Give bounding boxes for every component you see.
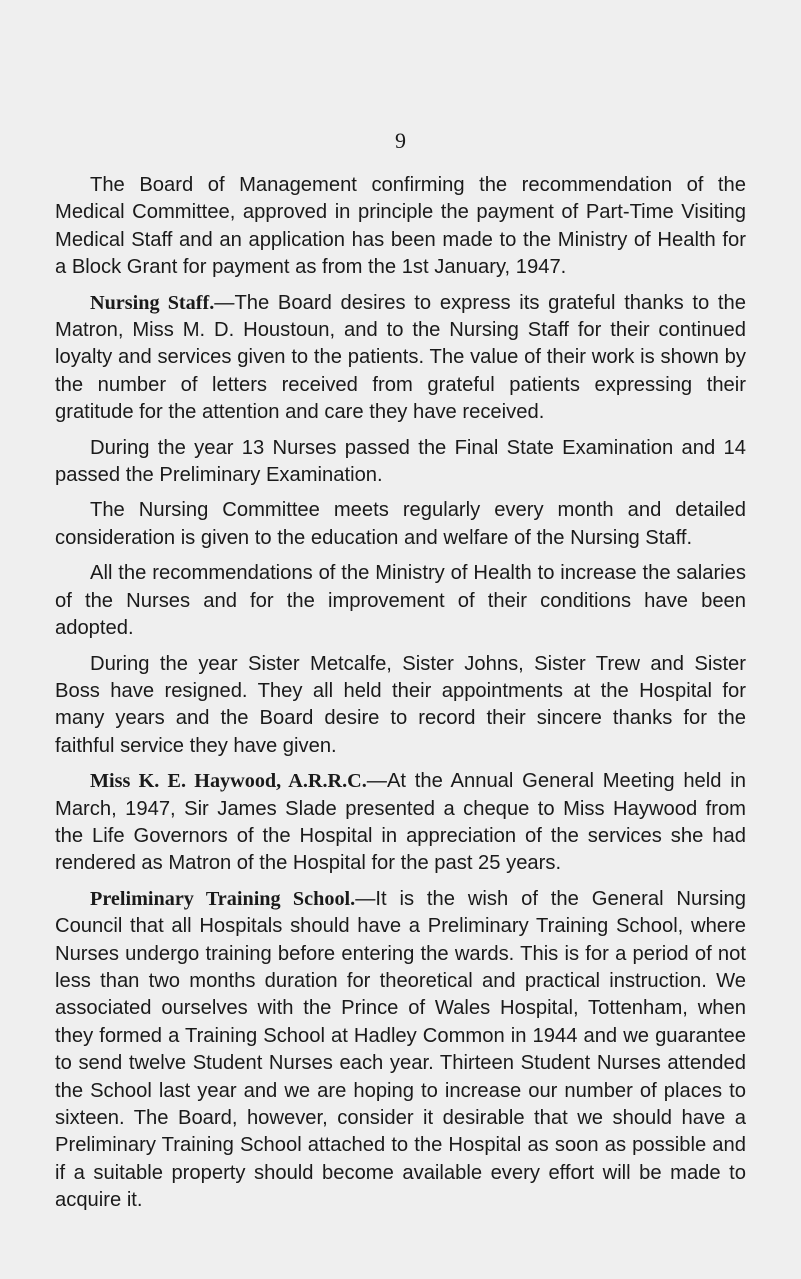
paragraph-examinations (55, 435, 746, 490)
paragraph-block-grant (55, 172, 746, 282)
paragraph-text: During the year 13 Nurses passed the Final State Examination and 14 passed the Preliminary Examination. (55, 436, 746, 487)
paragraph-resignations (55, 651, 746, 761)
document-body (55, 172, 746, 1223)
paragraph-text: —The Board desires to express its grateful thanks to the Matron, Miss M. D. Houstoun, and to the Nursing Staff for their continued loyalty and services given to the patients. The value of their work is shown by the number of letters received from grateful patients expressing their gratitude for the attention and care they have received. (55, 291, 746, 424)
paragraph-text: All the recommendations of the Ministry of Health to increase the salaries of the Nurses and for the improvement of their conditions have been adopted. (55, 562, 746, 640)
paragraph-recommendations (55, 560, 746, 642)
paragraph-nursing-committee (55, 497, 746, 552)
section-heading-miss-haywood: Miss K. E. Haywood, A.R.R.C. (90, 770, 367, 793)
section-heading-nursing-staff: Nursing Staff. (90, 291, 215, 314)
paragraph-miss-haywood (55, 768, 746, 878)
paragraph-text: During the year Sister Metcalfe, Sister Johns, Sister Trew and Sister Boss have resigned. They all held their appointments at the Hospital for many years and the Board desire to record their sincere thanks for the faithful service they have given. (55, 652, 746, 757)
paragraph-training-school (55, 886, 746, 1215)
paragraph-text: —It is the wish of the General Nursing Council that all Hospitals should have a Preliminary Training School, where Nurses undergo training before entering the wards. This is for a period of not less than two months duration for theoretical and practical instruction. We associated ourselves with the Prince of Wales Hospital, Tottenham, when they formed a Training School at Hadley Common in 1944 and we guarantee to send twelve Student Nurses each year. Thirteen Student Nurses attended the School last year and we are hoping to increase our number of places to sixteen. The Board, however, consider it desirable that we should have a Preliminary Training School attached to the Hospital as soon as possible and if a suitable property should become available every effort will be made to acquire it. (55, 887, 746, 1212)
section-heading-training-school: Preliminary Training School. (90, 887, 356, 910)
paragraph-text: The Board of Management confirming the recommendation of the Medical Committee, approved in principle the payment of Part-Time Visiting Medical Staff and an application has been made to the Ministry of Health for a Block Grant for payment as from the 1st January, 1947. (55, 174, 746, 279)
paragraph-nursing-staff (55, 290, 746, 427)
page-number: 9 (395, 128, 406, 153)
paragraph-text: —At the Annual General Meeting held in March, 1947, Sir James Slade presented a cheque to Miss Haywood from the Life Governors of the Hospital in appreciation of the services she had rendered as Matron of the Hospital for the past 25 years. (55, 770, 746, 875)
paragraph-text: The Nursing Committee meets regularly every month and detailed consideration is given to the education and welfare of the Nursing Staff. (55, 499, 746, 549)
